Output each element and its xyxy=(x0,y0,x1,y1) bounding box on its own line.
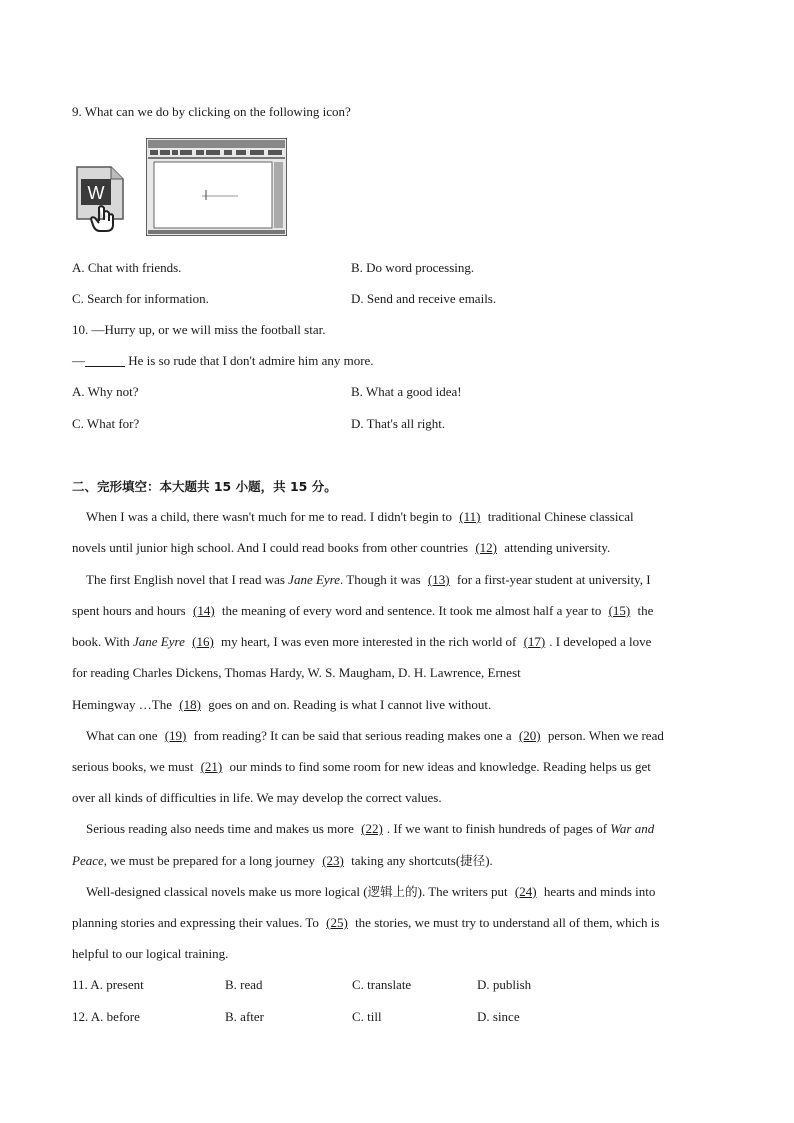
q12-option-c: C. till xyxy=(352,1009,382,1024)
q11-option-d: D. publish xyxy=(477,977,532,992)
p2-line5: Hemingway …The (18) goes on and on. Reading is what I cannot live without. xyxy=(72,697,492,712)
q9-option-b: B. Do word processing. xyxy=(351,260,475,275)
q9-option-a: A. Chat with friends. xyxy=(72,260,182,275)
word-processor-icon xyxy=(73,165,125,233)
p5-line1: Well-designed classical novels make us more logical (逻辑上的). The writers put (24) hearts and minds into xyxy=(86,884,656,899)
answer-blank xyxy=(85,366,125,367)
q12-option-d: D. since xyxy=(477,1009,520,1024)
blank-13: (13) xyxy=(427,572,450,587)
q9-option-c: C. Search for information. xyxy=(72,291,209,306)
p2-line3: book. With Jane Eyre (16) my heart, I was even more interested in the rich world of (17) . I developed a love xyxy=(72,634,652,649)
blank-22: (22) xyxy=(361,821,383,836)
blank-16: (16) xyxy=(192,634,214,649)
q10-option-c: C. What for? xyxy=(72,416,140,431)
blank-11: (11) xyxy=(459,509,481,524)
p3-line1: What can one (19) from reading? It can be said that serious reading makes one a (20) person. When we read xyxy=(86,728,664,743)
p1-line1: When I was a child, there wasn't much for me to read. I didn't begin to (11) traditional Chinese classical xyxy=(86,509,634,524)
blank-19: (19) xyxy=(164,728,187,743)
p4-title-part2: Peace xyxy=(72,853,104,868)
q10-line2: — He is so rude that I don't admire him any more. xyxy=(72,353,374,368)
blank-20: (20) xyxy=(518,728,541,743)
q10-line1: 10. —Hurry up, or we will miss the football star. xyxy=(72,322,326,337)
p3-line3: over all kinds of difficulties in life. We may develop the correct values. xyxy=(72,790,442,805)
p4-line1: Serious reading also needs time and makes us more (22) . If we want to finish hundreds of pages of War and xyxy=(86,821,655,836)
q9-question: 9. What can we do by clicking on the following icon? xyxy=(72,104,351,119)
q11-option-a: 11. A. present xyxy=(72,977,144,992)
p2-line2: spent hours and hours (14) the meaning of every word and sentence. It took me almost half a year to (15) the xyxy=(72,603,654,618)
q9-option-d: D. Send and receive emails. xyxy=(351,291,497,306)
blank-17: (17) xyxy=(523,634,546,649)
blank-15: (15) xyxy=(608,603,631,618)
p3-line2: serious books, we must (21) our minds to find some room for new ideas and knowledge. Reading helps us get xyxy=(72,759,651,774)
q10-option-a: A. Why not? xyxy=(72,384,139,399)
p5-line2: planning stories and expressing their values. To (25) the stories, we must try to understand all of them, which is xyxy=(72,915,660,930)
q12-option-a: 12. A. before xyxy=(72,1009,140,1024)
q12-option-b: B. after xyxy=(225,1009,264,1024)
blank-23: (23) xyxy=(322,853,344,868)
p4-title-part1: War and xyxy=(610,821,655,836)
blank-14: (14) xyxy=(193,603,215,618)
document-window-screenshot xyxy=(146,138,287,236)
q11-option-b: B. read xyxy=(225,977,263,992)
blank-24: (24) xyxy=(514,884,537,899)
p4-line2: Peace, we must be prepared for a long journey (23) taking any shortcuts(捷径). xyxy=(72,853,493,868)
blank-18: (18) xyxy=(179,697,201,712)
q11-option-c: C. translate xyxy=(352,977,412,992)
q10-option-d: D. That's all right. xyxy=(351,416,446,431)
q10-option-b: B. What a good idea! xyxy=(351,384,462,399)
p2-line4: for reading Charles Dickens, Thomas Hardy, W. S. Maugham, D. H. Lawrence, Ernest xyxy=(72,665,521,680)
icon-letter: W xyxy=(87,183,105,203)
p2-line1: The first English novel that I read was Jane Eyre. Though it was (13) for a first-year student at university, I xyxy=(86,572,651,587)
blank-12: (12) xyxy=(475,540,497,555)
blank-21: (21) xyxy=(200,759,223,774)
section-heading: 二、完形填空：本大题共 15 小题，共 15 分。 xyxy=(72,479,337,494)
blank-25: (25) xyxy=(326,915,348,930)
p5-line3: helpful to our logical training. xyxy=(72,946,229,961)
p1-line2: novels until junior high school. And I could read books from other countries (12) attending university. xyxy=(72,540,611,555)
